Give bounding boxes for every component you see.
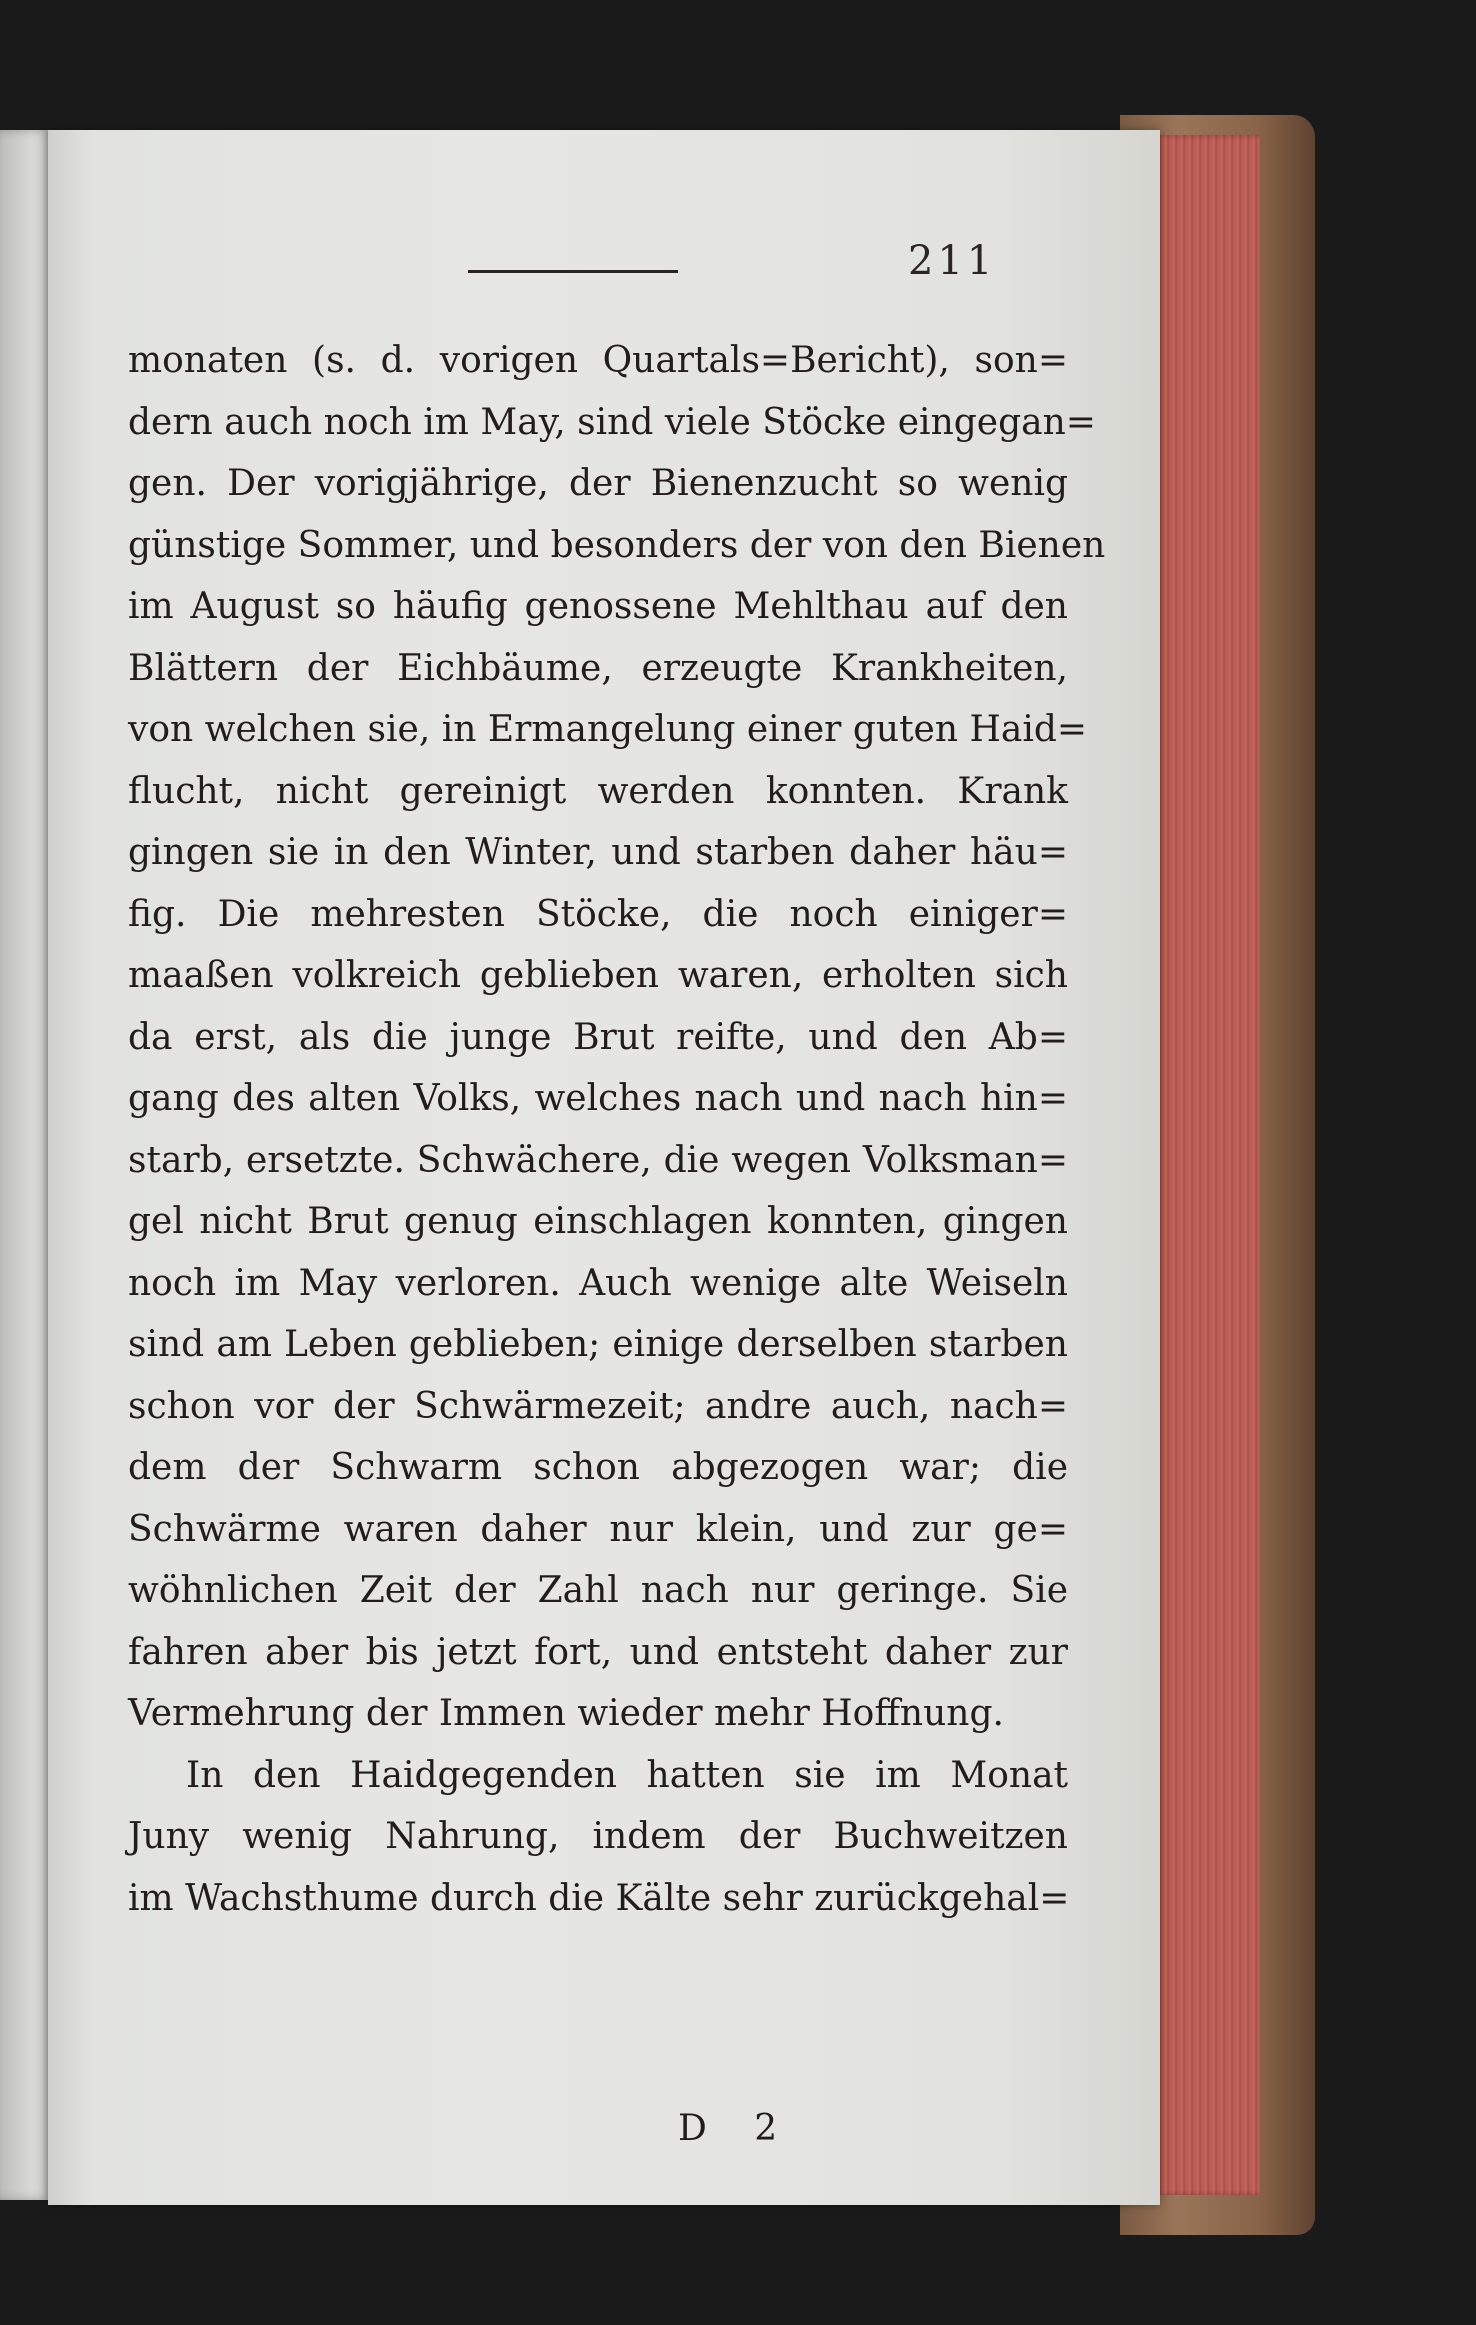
text-line: starb, ersetzte. Schwächere, die wegen Volksman=	[128, 1139, 1068, 1181]
text-line: von welchen sie, in Ermangelung einer guten Haid=	[128, 709, 1088, 750]
text-line: fig. Die mehresten Stöcke, die noch einiger=	[128, 893, 1068, 935]
text-line: flucht, nicht gereinigt werden konnten. Krank	[128, 770, 1068, 812]
text-line: monaten (s. d. vorigen Quartals=Bericht), son=	[128, 340, 1068, 381]
book-page	[48, 130, 1160, 2205]
text-line: fahren aber bis jetzt fort, und entsteht daher zur	[128, 1631, 1068, 1673]
left-page-edge	[0, 130, 52, 2200]
text-line: dern auch noch im May, sind viele Stöcke eingegan=	[128, 401, 1096, 443]
text-line: sind am Leben geblieben; einige derselben starben	[128, 1324, 1068, 1365]
text-line: noch im May verloren. Auch wenige alte Weiseln	[128, 1262, 1068, 1304]
page-number: 211	[908, 238, 997, 284]
text-line: schon vor der Schwärmezeit; andre auch, nach=	[128, 1385, 1068, 1427]
page-block-edge	[1155, 135, 1260, 2195]
text-line: Vermehrung der Immen wieder mehr Hoffnung.	[128, 1693, 1004, 1734]
text-line: maaßen volkreich geblieben waren, erholten sich	[128, 955, 1068, 996]
header-rule	[468, 270, 678, 273]
text-line: Juny wenig Nahrung, indem der Buchweitzen	[128, 1816, 1068, 1857]
text-line: gingen sie in den Winter, und starben daher häu=	[128, 832, 1068, 873]
text-line: gen. Der vorigjährige, der Bienenzucht so wenig	[128, 463, 1068, 504]
text-line: Schwärme waren daher nur klein, und zur ge=	[128, 1508, 1068, 1550]
text-line: da erst, als die junge Brut reifte, und den Ab=	[128, 1016, 1068, 1058]
text-line: dem der Schwarm schon abgezogen war; die	[128, 1447, 1068, 1488]
body-text	[128, 330, 1106, 1929]
text-line: wöhnlichen Zeit der Zahl nach nur geringe. Sie	[128, 1570, 1068, 1611]
signature-mark: D 2	[678, 2108, 796, 2149]
text-line: gang des alten Volks, welches nach und nach hin=	[128, 1078, 1068, 1119]
text-line: Blättern der Eichbäume, erzeugte Krankheiten,	[128, 647, 1068, 689]
text-line: gel nicht Brut genug einschlagen konnten, gingen	[128, 1201, 1068, 1242]
text-line: günstige Sommer, und besonders der von den Bienen	[128, 524, 1106, 566]
text-line: im August so häufig genossene Mehlthau auf den	[128, 586, 1068, 627]
text-line: In den Haidgegenden hatten sie im Monat	[186, 1754, 1068, 1796]
text-line: im Wachsthume durch die Kälte sehr zurückgehal=	[128, 1877, 1070, 1919]
